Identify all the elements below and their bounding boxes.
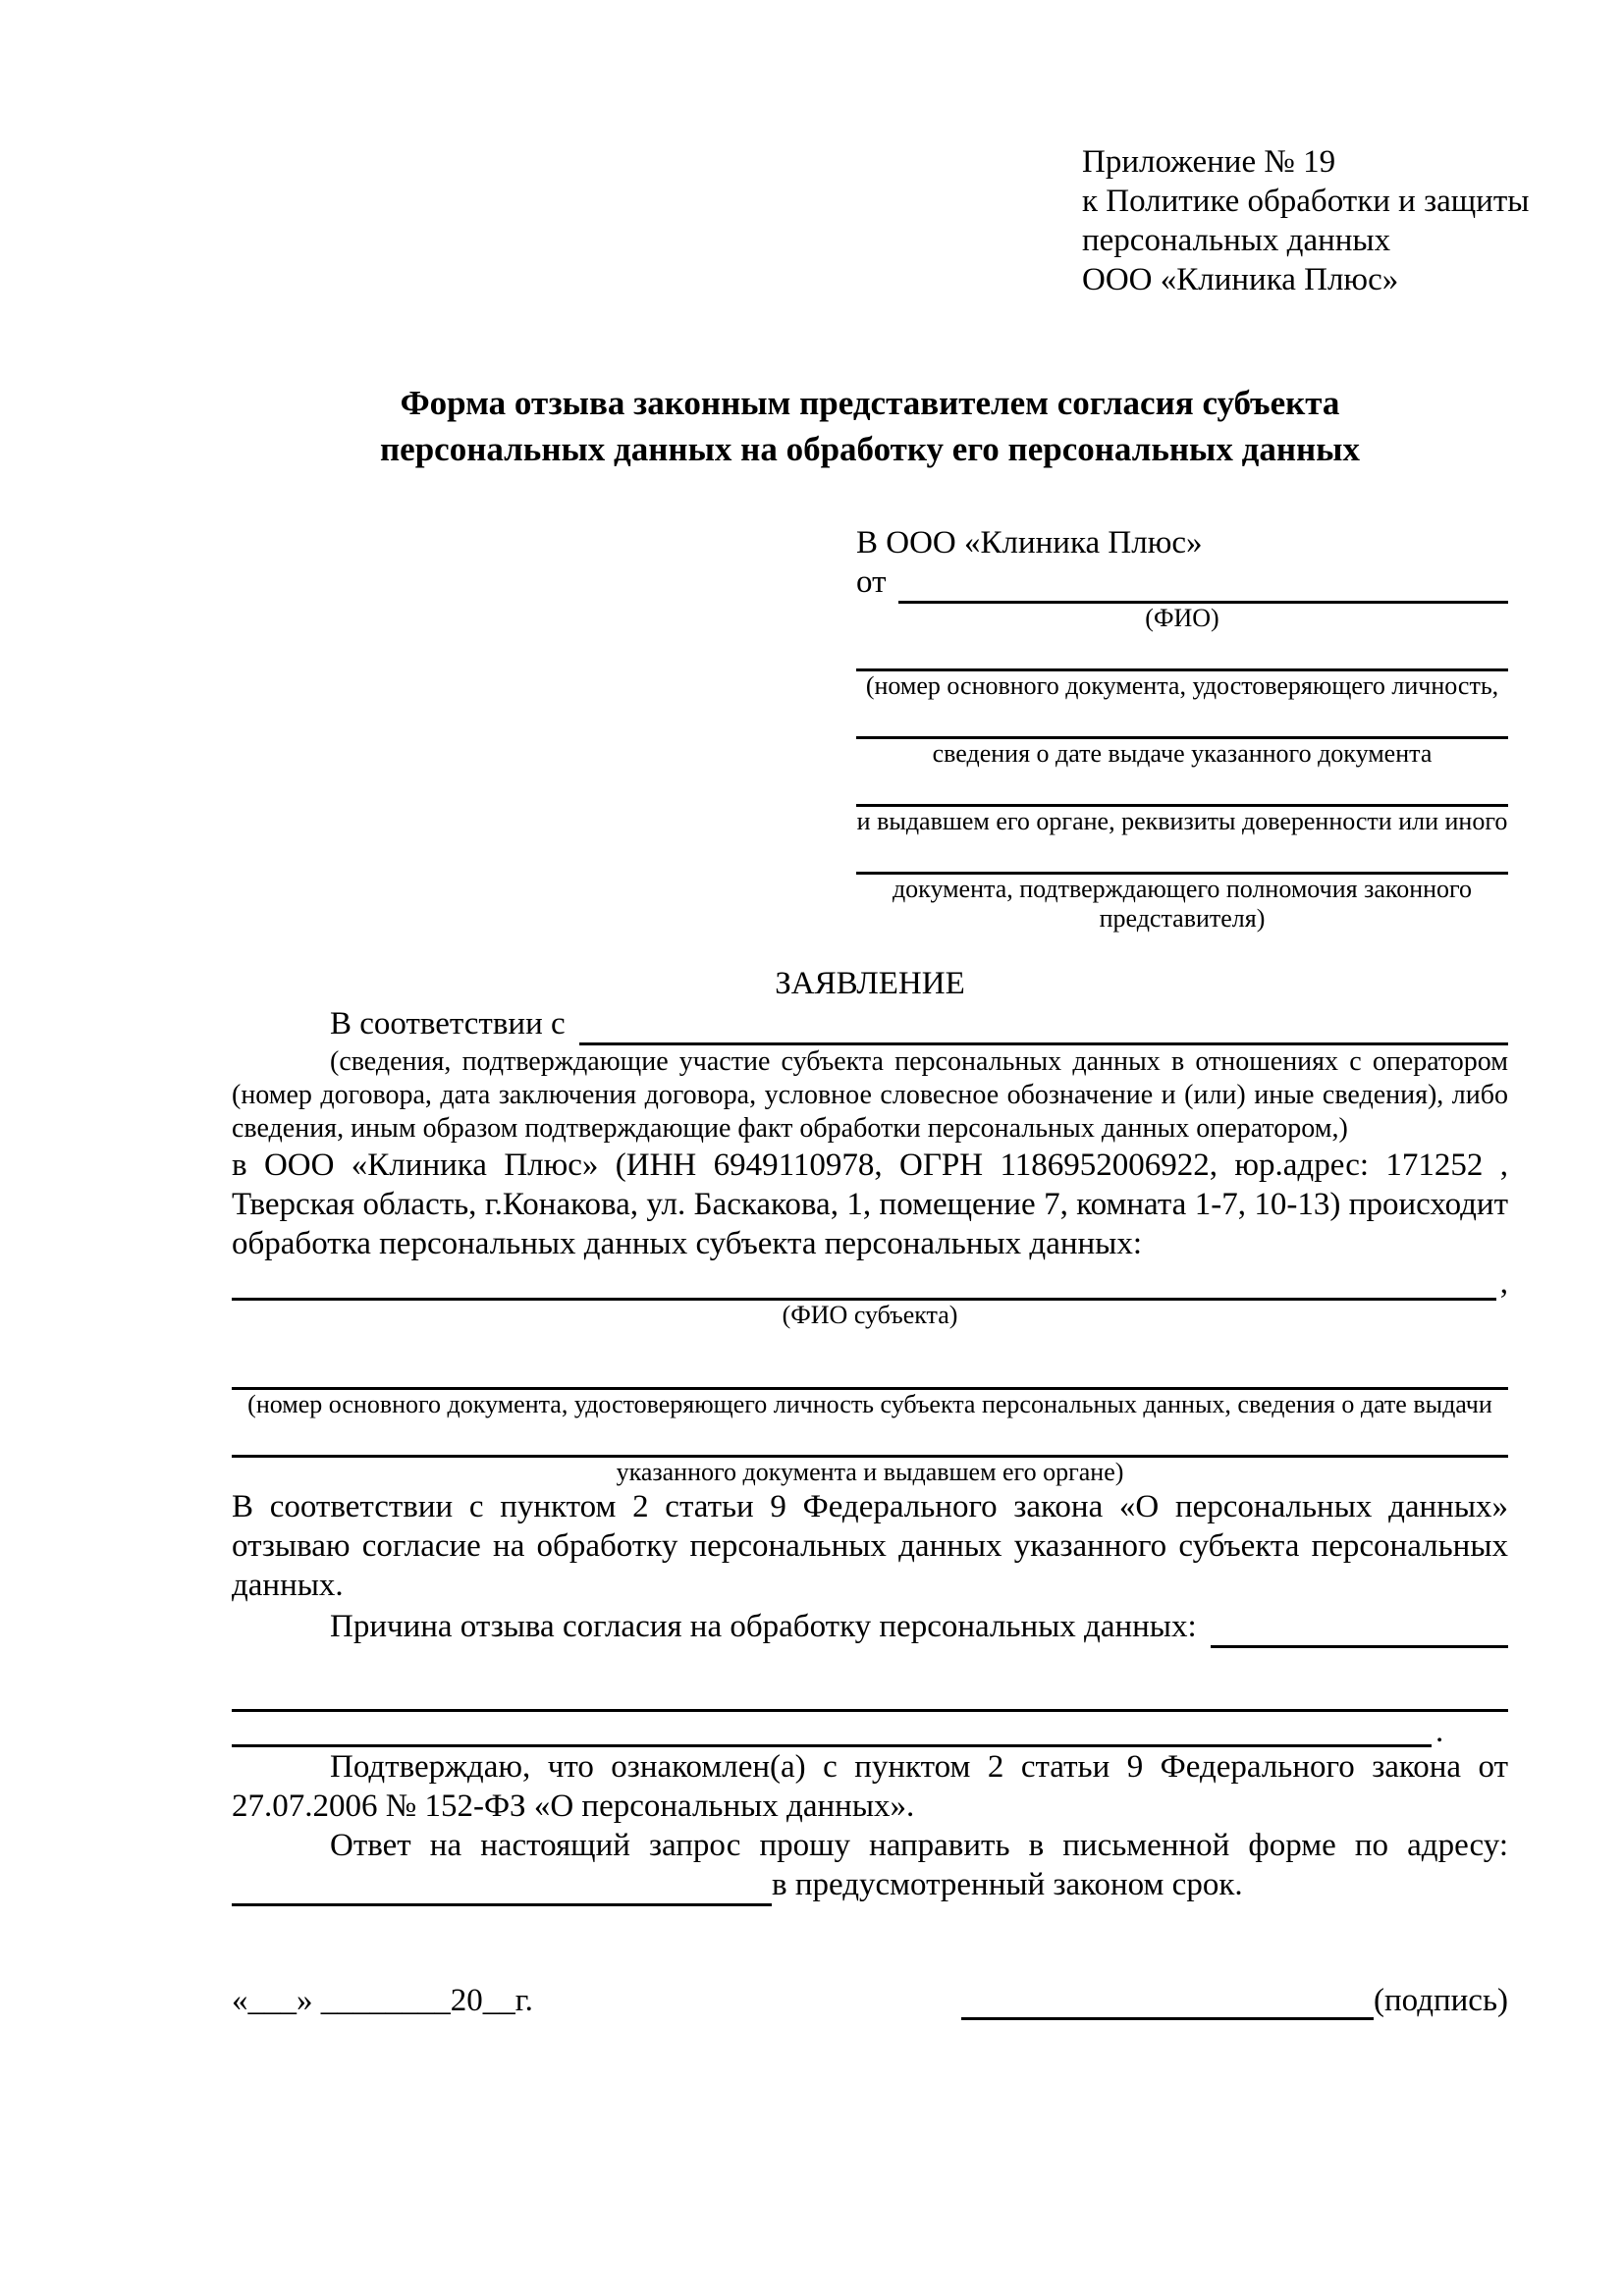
reason-label: Причина отзыва согласия на обработку персональных данных: xyxy=(330,1609,1197,1644)
intro-footnote: (сведения, подтверждающие участие субъекта персональных данных в отношениях с оператором (номер договора, дата заключения договора, условное словесное обозначение и (или) иные сведения), либо сведения, иным образом подтверждающие факт обработки персональных данных оператором,) xyxy=(232,1046,1508,1144)
doc-blank-line xyxy=(856,769,1508,807)
header-note-line: персональных данных xyxy=(1082,223,1391,258)
intro-label: В соответствии с xyxy=(330,1006,566,1041)
signature-caption: (подпись) xyxy=(1374,1983,1508,2018)
document-title xyxy=(232,380,1508,472)
statement-heading: ЗАЯВЛЕНИЕ xyxy=(775,966,965,1001)
reason-blank-line xyxy=(1211,1607,1508,1648)
header-note-line: Приложение № 19 xyxy=(1082,144,1336,180)
reply-blank-line xyxy=(232,1865,772,1906)
subject-fio-blank-line xyxy=(232,1263,1496,1301)
subject-doc-caption: указанного документа и выдавшем его органе) xyxy=(616,1458,1124,1486)
withdrawal-paragraph: В соответствии с пунктом 2 статьи 9 Федерального закона «О персональных данных» отзываю согласие на обработку персональных данных указанного субъекта персональных данных. xyxy=(232,1489,1508,1603)
addressee-to: В ООО «Клиника Плюс» xyxy=(856,525,1203,561)
title-line: персональных данных на обработку его персональных данных xyxy=(380,430,1360,468)
signature-blank-line xyxy=(961,1980,1374,2020)
header-note xyxy=(1082,142,1530,299)
addressee-block xyxy=(856,523,1508,934)
doc-line-caption: документа, подтверждающего полномочия законного представителя) xyxy=(892,875,1473,933)
doc-line-caption: сведения о дате выдаче указанного документа xyxy=(932,739,1433,768)
answer-blank-line xyxy=(232,1712,1432,1747)
subject-fio-caption: (ФИО субъекта) xyxy=(782,1301,958,1329)
header-note-line: ООО «Клиника Плюс» xyxy=(1082,262,1399,297)
doc-blank-line xyxy=(856,701,1508,739)
confirmation-paragraph: Подтверждаю, что ознакомлен(а) с пунктом 2 статьи 9 Федерального закона от 27.07.2006 № 152-ФЗ «О персональных данных». xyxy=(232,1749,1508,1824)
subject-fio-row xyxy=(232,1263,1508,1301)
subject-doc-caption: (номер основного документа, удостоверяющего личность субъекта персональных данных, сведения о дате выдачи xyxy=(247,1390,1492,1418)
signature-area xyxy=(961,1980,1508,2020)
period-suffix: . xyxy=(1435,1714,1444,1749)
doc-blank-line xyxy=(856,836,1508,875)
answer-blank-line-with-period xyxy=(232,1712,1508,1747)
doc-line-caption: и выдавшем его органе, реквизиты доверенности или иного xyxy=(856,807,1508,835)
intro-blank-line xyxy=(579,1004,1508,1045)
operator-paragraph: в ООО «Клиника Плюс» (ИНН 6949110978, ОГРН 1186952006922, юр.адрес: 171252 , Тверская область, г.Конакова, ул. Баскакова, 1, помещение 7, комната 1-7, 10-13) происходит обработка персональных данных субъекта персональных данных: xyxy=(232,1148,1508,1261)
addressee-from-label: от xyxy=(856,564,887,600)
reply-address-row xyxy=(232,1865,1508,1906)
fio-caption: (ФИО) xyxy=(1145,604,1219,632)
subject-doc-blank-line xyxy=(232,1352,1508,1390)
date-line: «___» ________20__г. xyxy=(232,1983,533,2018)
subject-doc-blank-line xyxy=(232,1419,1508,1458)
fio-blank-line xyxy=(898,562,1509,604)
header-note-line: к Политике обработки и защиты xyxy=(1082,184,1530,219)
reply-line: Ответ на настоящий запрос прошу направить в письменной форме по адресу: xyxy=(330,1828,1508,1863)
intro-line xyxy=(232,1004,1508,1045)
addressee-from-row xyxy=(856,562,1508,604)
subject-line-comma: , xyxy=(1499,1265,1508,1301)
doc-blank-line xyxy=(856,633,1508,671)
answer-blank-line xyxy=(232,1674,1508,1712)
reason-row xyxy=(232,1607,1508,1648)
reply-suffix: в предусмотренный законом срок. xyxy=(772,1867,1243,1902)
title-line: Форма отзыва законным представителем согласия субъекта xyxy=(400,384,1340,422)
footer xyxy=(232,1977,1508,2020)
doc-line-caption: (номер основного документа, удостоверяющего личность, xyxy=(865,671,1499,700)
